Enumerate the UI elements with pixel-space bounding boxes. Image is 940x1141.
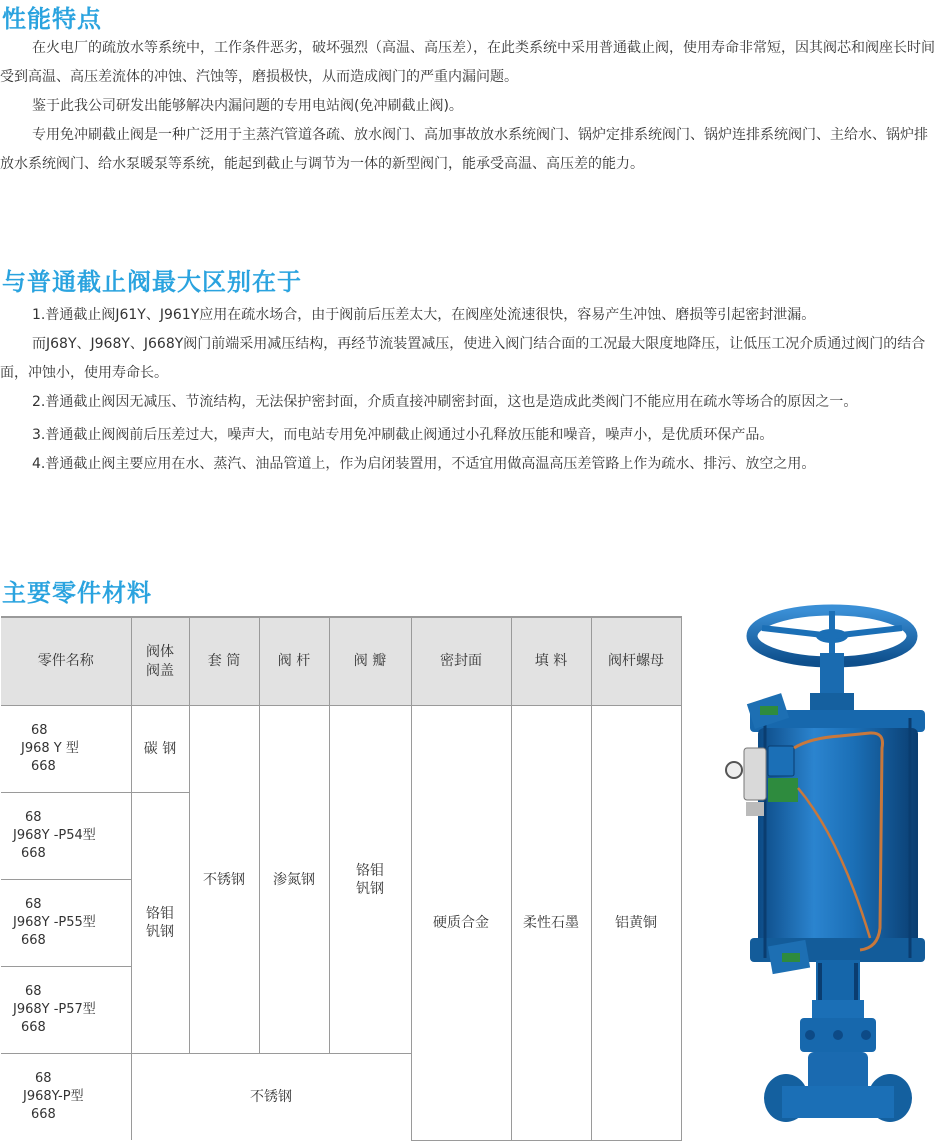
difference-text (0, 301, 940, 479)
model-line: J968Y -P55型 (13, 915, 96, 930)
cell-line: 铬钼 (146, 906, 174, 922)
nut-material-cell: 铝黄铜 (591, 706, 681, 1141)
body-material-cell (131, 793, 189, 1054)
section-title-difference: 与普通截止阀最大区别在于 (2, 268, 302, 296)
model-cell (1, 967, 131, 1054)
model-line: 668 (21, 933, 46, 948)
paragraph: 1.普通截止阀J61Y、J961Y应用在疏水场合，由于阀前后压差太大，在阀座处流速很快，容易产生冲蚀、磨损等引起密封泄漏。 (32, 307, 816, 323)
model-line: J968Y-P型 (23, 1089, 84, 1104)
model-line: 668 (31, 759, 56, 774)
body-material-cell: 碳 钢 (131, 706, 189, 793)
model-line: J968Y -P57型 (13, 1002, 96, 1017)
model-line: J968Y -P54型 (13, 828, 96, 843)
seal-material-cell: 硬质合金 (411, 706, 511, 1141)
features-text (0, 34, 940, 179)
pneumatic-valve-image (720, 598, 935, 1138)
model-cell (1, 706, 131, 793)
col-header-seal: 密封面 (411, 617, 511, 706)
model-cell (1, 1054, 131, 1141)
materials-table (1, 616, 682, 1141)
model-line: 68 (25, 897, 42, 912)
disc-material-cell (329, 706, 411, 1054)
paragraph: 鉴于此我公司研发出能够解决内漏问题的专用电站阀(免冲刷截止阀)。 (32, 98, 463, 114)
cell-line: 钒钢 (146, 924, 174, 940)
col-header-packing: 填 料 (511, 617, 591, 706)
model-line: 68 (25, 810, 42, 825)
paragraph: 3.普通截止阀阀前后压差过大，噪声大，而电站专用免冲刷截止阀通过小孔释放压能和噪音，噪声小，是优质环保产品。 (32, 427, 774, 443)
col-header-disc: 阀 瓣 (329, 617, 411, 706)
sleeve-material-cell: 不锈钢 (189, 706, 259, 1054)
table-header-row (1, 617, 681, 706)
model-line: J968 Y 型 (21, 741, 79, 756)
paragraph: 2.普通截止阀因无减压、节流结构，无法保护密封面，介质直接冲刷密封面，这也是造成此类阀门不能应用在疏水等场合的原因之一。 (32, 394, 858, 410)
model-cell (1, 880, 131, 967)
col-header-sleeve: 套 筒 (189, 617, 259, 706)
cell-line: 钒钢 (356, 880, 384, 897)
paragraph: 专用免冲刷截止阀是一种广泛用于主蒸汽管道各疏、放水阀门、高加事故放水系统阀门、锅炉定排系统阀门、锅炉连排系统阀门、主给水、锅炉排放水系统阀门、给水泵暖泵等系统，能起到截止与调节为一体的新型阀门，能承受高温、高压差的能力。 (0, 127, 928, 172)
header-line: 阀体 (146, 643, 174, 660)
model-line: 668 (21, 846, 46, 861)
model-line: 668 (31, 1107, 56, 1122)
paragraph: 4.普通截止阀主要应用在水、蒸汽、油品管道上，作为启闭装置用，不适宜用做高温高压差管路上作为疏水、排污、放空之用。 (32, 456, 816, 472)
stainless-steel-cell: 不锈钢 (131, 1054, 411, 1141)
packing-material-cell: 柔性石墨 (511, 706, 591, 1141)
table-row (1, 706, 681, 793)
cell-line: 铬钼 (356, 862, 384, 879)
col-header-part-name: 零件名称 (1, 617, 131, 706)
model-line: 668 (21, 1020, 46, 1035)
model-line: 68 (25, 984, 42, 999)
paragraph: 在火电厂的疏放水等系统中，工作条件恶劣，破坏强烈（高温、高压差），在此类系统中采用普通截止阀，使用寿命非常短，因其阀芯和阀座长时间受到高温、高压差流体的冲蚀、汽蚀等，磨损极快，从而造成阀门的严重内漏问题。 (0, 40, 935, 85)
model-line: 68 (35, 1071, 52, 1086)
section-title-materials: 主要零件材料 (2, 579, 152, 607)
col-header-nut: 阀杆螺母 (591, 617, 681, 706)
col-header-body (131, 617, 189, 706)
model-cell (1, 793, 131, 880)
header-line: 阀盖 (146, 662, 174, 679)
model-line: 68 (31, 723, 48, 738)
col-header-stem: 阀 杆 (259, 617, 329, 706)
paragraph: 而J68Y、J968Y、J668Y阀门前端采用减压结构，再经节流装置减压，使进入阀门结合面的工况最大限度地降压，让低压工况介质通过阀门的结合面，冲蚀小，使用寿命长。 (0, 336, 926, 381)
stem-material-cell: 渗氮钢 (259, 706, 329, 1054)
section-title-features: 性能特点 (2, 5, 102, 33)
